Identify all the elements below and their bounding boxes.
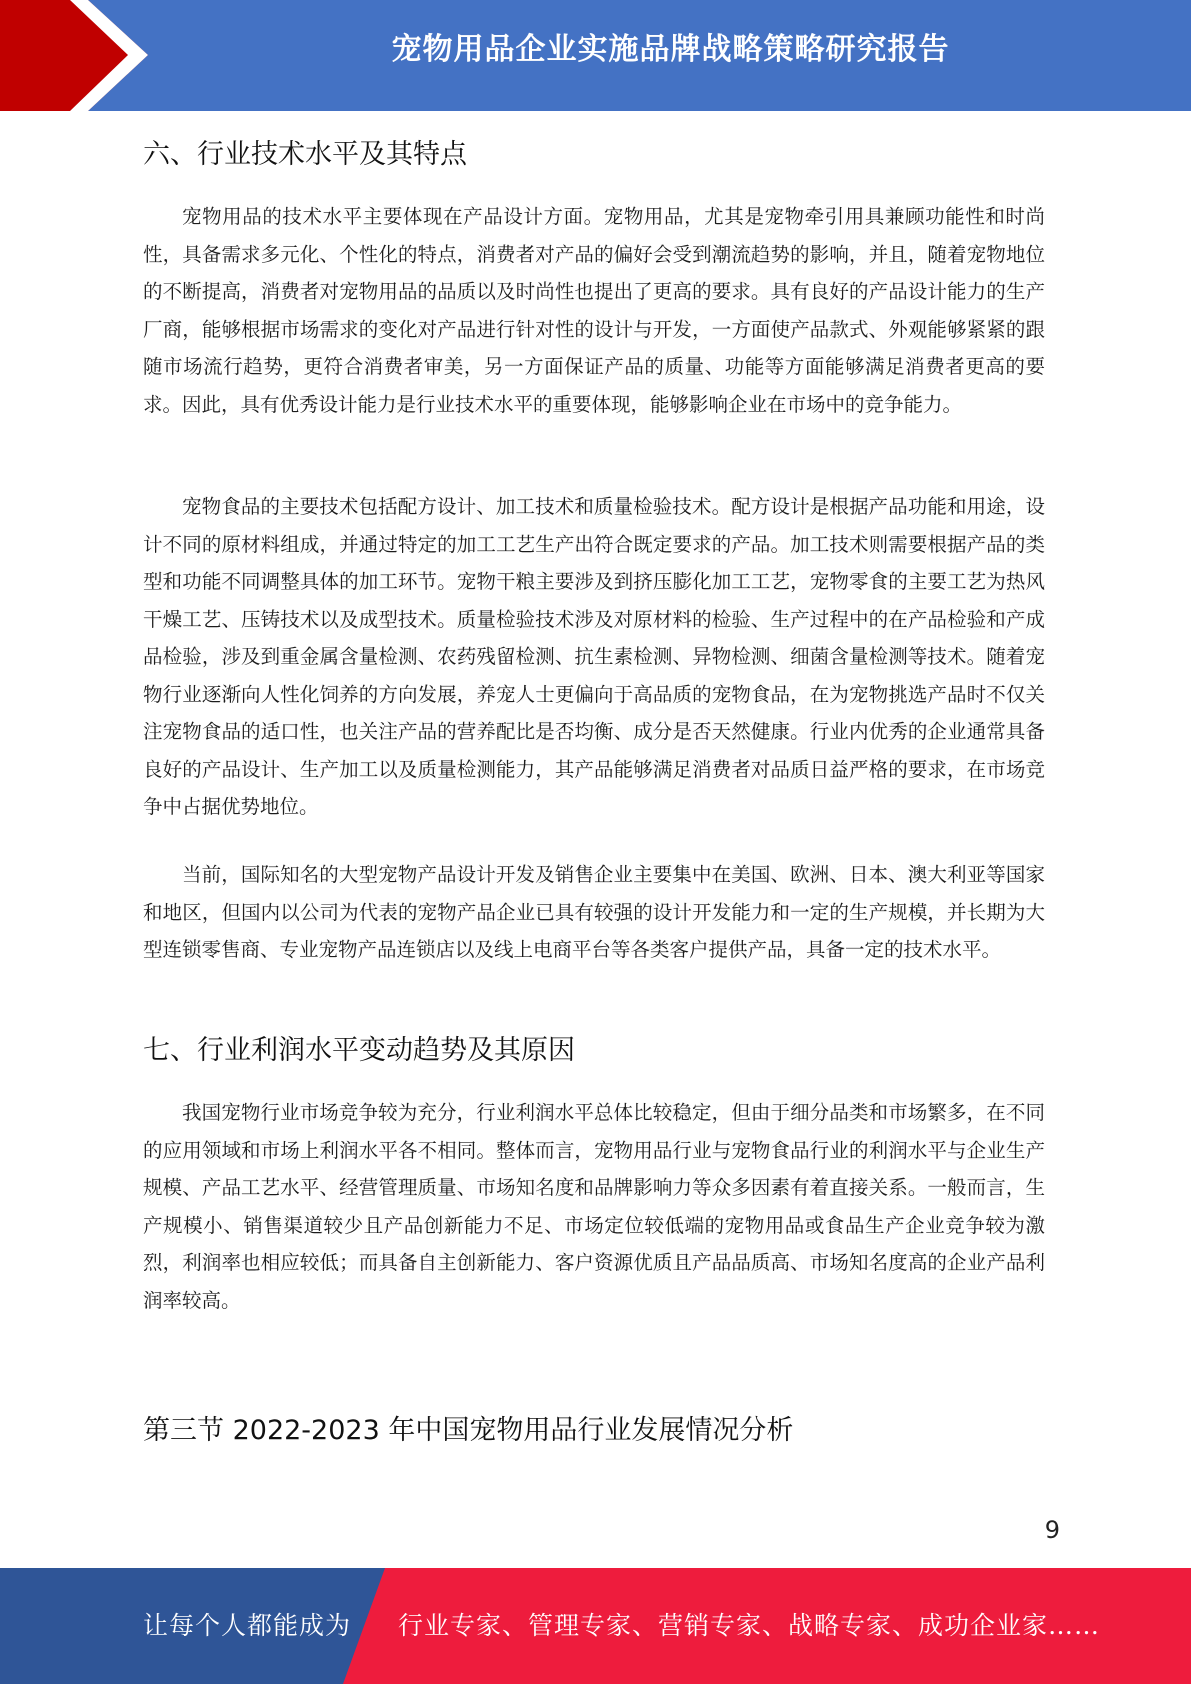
paragraph: 宠物食品的主要技术包括配方设计、加工技术和质量检验技术。配方设计是根据产品功能和用途，设计不同的原材料组成，并通过特定的加工工艺生产出符合既定要求的产品。加工技术则需要根据产品的类型和功能不同调整具体的加工环节。宠物干粮主要涉及到挤压膨化加工工艺，宠物零食的主要工艺为热风干燥工艺、压铸技术以及成型技术。质量检验技术涉及对原材料的检验、生产过程中的在产品检验和产成品检验，涉及到重金属含量检测、农药残留检测、抗生素检测、异物检测、细菌含量检测等技术。随着宠物行业逐渐向人性化饲养的方向发展，养宠人士更偏向于高品质的宠物食品，在为宠物挑选产品时不仅关注宠物食品的适口性，也关注产品的营养配比是否均衡、成分是否天然健康。行业内优秀的企业通常具备良好的产品设计、生产加工以及质量检测能力，其产品能够满足消费者对品质日益严格的要求，在市场竞争中占据优势地位。	[143, 495, 1045, 818]
footer-slogan-left: 让每个人都能成为	[143, 1611, 352, 1640]
header-banner	[0, 0, 1191, 111]
footer-banner	[0, 1568, 1191, 1684]
section-heading-six: 六、行业技术水平及其特点	[143, 139, 467, 170]
paragraph: 我国宠物行业市场竞争较为充分，行业利润水平总体比较稳定，但由于细分品类和市场繁多，在不同的应用领域和市场上利润水平各不相同。整体而言，宠物用品行业与宠物食品行业的利润水平与企业生产规模、产品工艺水平、经营管理质量、市场知名度和品牌影响力等众多因素有着直接关系。一般而言，生产规模小、销售渠道较少且产品创新能力不足、市场定位较低端的宠物用品或食品生产企业竞争较为激烈，利润率也相应较低；而具备自主创新能力、客户资源优质且产品品质高、市场知名度高的企业产品利润率较高。	[143, 1101, 1045, 1312]
chapter-section-heading: 第三节 2022-2023 年中国宠物用品行业发展情况分析	[143, 1415, 794, 1446]
section-heading-seven: 七、行业利润水平变动趋势及其原因	[143, 1035, 575, 1066]
page-number: 9	[1044, 1516, 1060, 1544]
footer-slogan-right: 行业专家、管理专家、营销专家、战略专家、成功企业家……	[398, 1611, 1101, 1640]
report-title: 宠物用品企业实施品牌战略策略研究报告	[391, 32, 950, 67]
paragraph: 宠物用品的技术水平主要体现在产品设计方面。宠物用品，尤其是宠物牵引用具兼顾功能性和时尚性，具备需求多元化、个性化的特点，消费者对产品的偏好会受到潮流趋势的影响，并且，随着宠物地位的不断提高，消费者对宠物用品的品质以及时尚性也提出了更高的要求。具有良好的产品设计能力的生产厂商，能够根据市场需求的变化对产品进行针对性的设计与开发，一方面使产品款式、外观能够紧紧的跟随市场流行趋势，更符合消费者审美，另一方面保证产品的质量、功能等方面能够满足消费者更高的要求。因此，具有优秀设计能力是行业技术水平的重要体现，能够影响企业在市场中的竞争能力。	[143, 205, 1045, 416]
paragraph: 当前，国际知名的大型宠物产品设计开发及销售企业主要集中在美国、欧洲、日本、澳大利亚等国家和地区，但国内以公司为代表的宠物产品企业已具有较强的设计开发能力和一定的生产规模，并长期为大型连锁零售商、专业宠物产品连锁店以及线上电商平台等各类客户提供产品，具备一定的技术水平。	[143, 863, 1045, 961]
